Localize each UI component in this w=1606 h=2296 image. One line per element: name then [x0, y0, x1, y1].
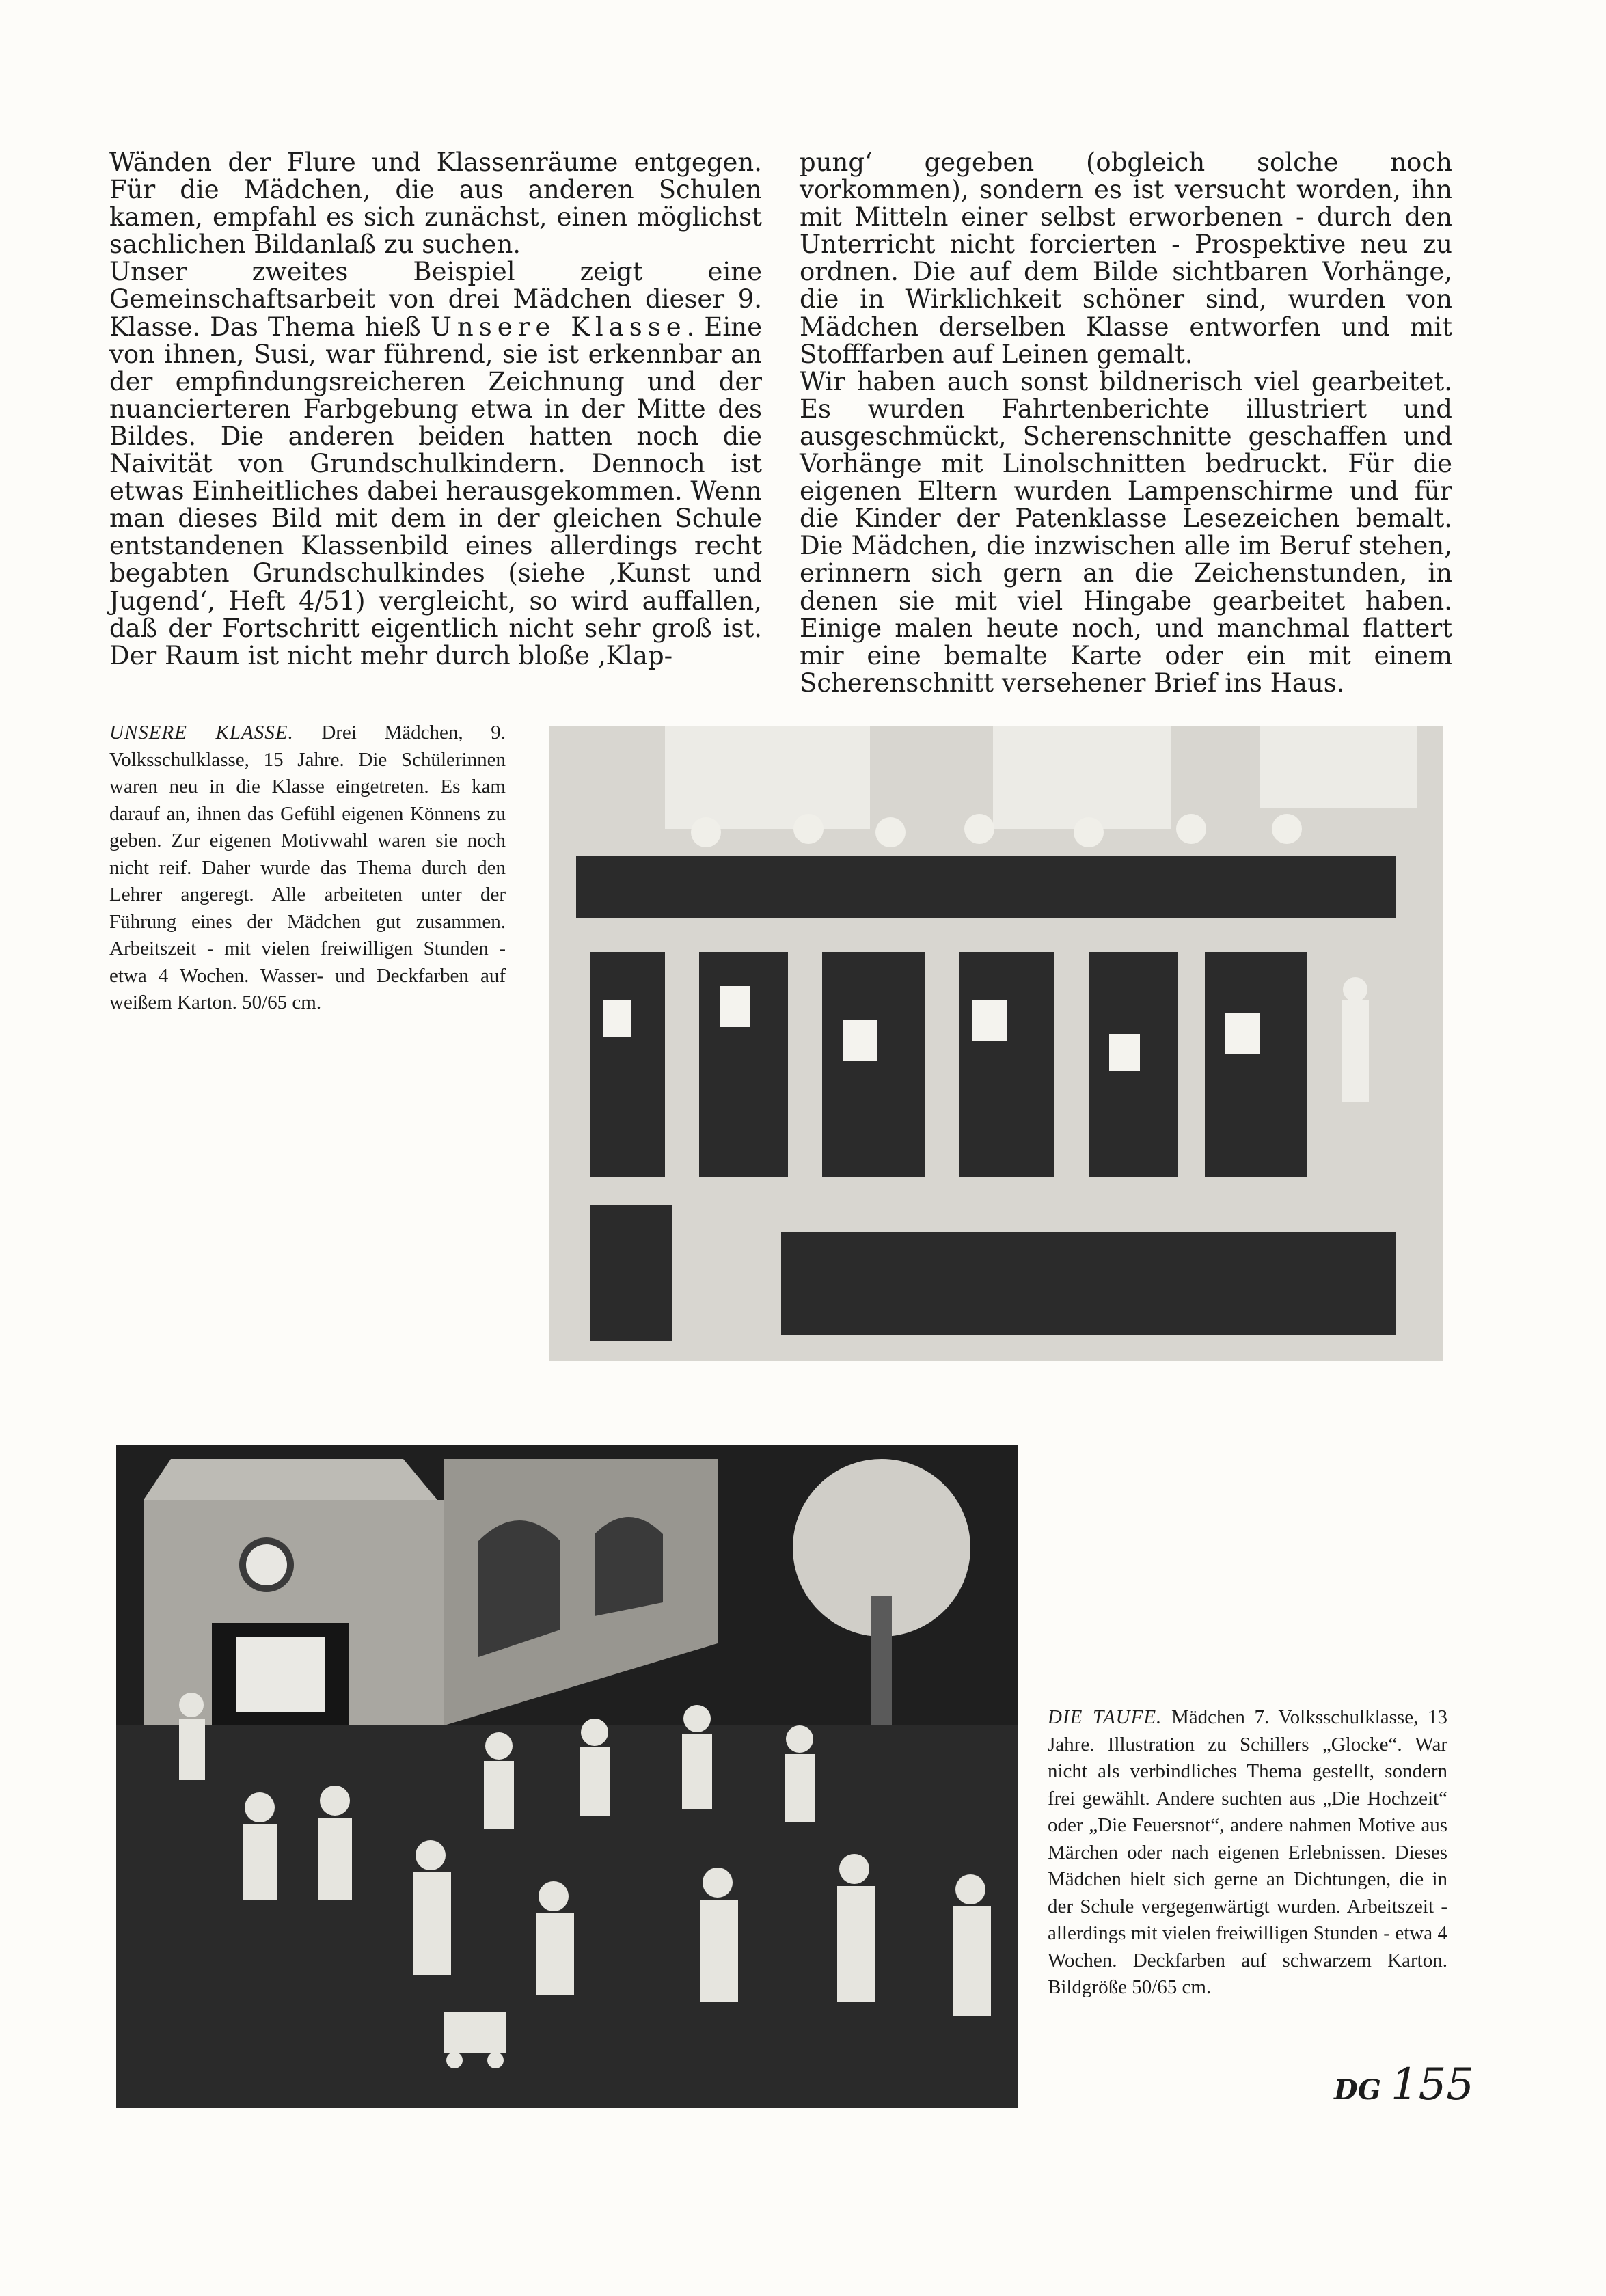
caption-body: Drei Mädchen, 9. Volksschulklasse, 15 Jahre. Die Schülerinnen waren neu in die Klasse eingetreten. Es kam darauf an, ihnen das Gefühl eigenen Könnens zu geben. Zur eigenen Motivwahl waren sie noch nicht reif. Daher wurde das Thema durch den Lehrer angeregt. Alle arbeiteten unter der Führung eines der Mädchen gut zusammen. Arbeitszeit - mit vielen freiwilligen Stunden - etwa 4 Wochen. Wasser- und Deckfarben auf weißem Karton. 50/65 cm.	[109, 722, 506, 1013]
paragraph: Wänden der Flure und Klassenräume entgegen. Für die Mädchen, die aus anderen Schulen kamen, empfahl es sich zunächst, einen möglichst sachlichen Bildanlaß zu suchen.	[109, 148, 762, 260]
caption-body: Mädchen 7. Volksschulklasse, 13 Jahre. Illustration zu Schillers „Glocke“. War nicht als verbindliches Thema gestellt, sondern frei gewählt. Andere suchten aus „Die Hochzeit“ oder „Die Feuersnot“, andere nahmen Motive aus Märchen oder nach eigenen Erlebnissen. Dieses Mädchen hielt sich gerne an Dichtungen, die in der Schule vergegenwärtigt wurden. Arbeitszeit - allerdings mit vielen freiwilligen Stunden - etwa 4 Wochen. Deckfarben auf schwarzem Karton. Bildgröße 50/65 cm.	[1048, 1706, 1447, 1998]
paragraph-text: . Eine von ihnen, Susi, war führend, sie ist erkennbar an der empfindungsreicheren Zeichnung und der nuancierteren Farbgebung etwa in der Mitte des Bildes. Die anderen beiden hatten noch die Naivität von Grundschulkindern. Dennoch ist etwas Einheitliches dabei herausgekommen. Wenn man dieses Bild mit dem in der gleichen Schule entstandenen Klassenbild eines allerdings recht begabten Grundschulkindes (siehe ‚Kunst und Jugend‘, Heft 4/51) vergleicht, so wird auffallen, daß der Fortschritt eigentlich nicht sehr groß ist. Der Raum ist nicht mehr durch bloße ‚Klap-	[109, 312, 762, 670]
caption-title: UNSERE KLASSE.	[109, 722, 294, 743]
paragraph	[109, 258, 762, 669]
paragraph-text: Unser zweites Beispiel zeigt eine Gemeinschaftsarbeit von drei Mädchen dieser 9. Klasse. Das Thema hieß	[109, 257, 762, 342]
caption-title: DIE TAUFE.	[1048, 1706, 1162, 1728]
classroom-painting-illustration	[549, 726, 1443, 1361]
paragraph: pung‘ gegeben (obgleich solche noch vorkommen), sondern es ist versucht worden, ihn mit Mitteln einer selbst erworbenen - durch den Unterricht nicht forcierten - Prospektive neu zu ordnen. Die auf dem Bilde sichtbaren Vorhänge, die in Wirklichkeit schöner sind, wurden von Mädchen derselben Klasse entworfen und mit Stofffarben auf Leinen gemalt.	[800, 148, 1452, 369]
journal-abbreviation: DG	[1334, 2074, 1381, 2106]
figure-caption-die-taufe	[1048, 1704, 1447, 2001]
baptism-painting-illustration	[116, 1445, 1018, 2108]
painting-unsere-klasse	[549, 726, 1443, 1361]
text-column-right	[800, 149, 1452, 697]
paragraph: Wir haben auch sonst bildnerisch viel gearbeitet. Es wurden Fahrtenberichte illustriert und ausgeschmückt, Scherenschnitte geschaffen und Vorhänge mit Linolschnitten bedruckt. Für die eigenen Eltern wurden Lampenschirme und für die Kinder der Patenklasse Lesezeichen bemalt. Die Mädchen, die inzwischen alle im Beruf stehen, erinnern sich gern an die Zeichenstunden, in denen sie mit viel Hingabe gearbeitet haben. Einige malen heute noch, und manchmal flattert mir eine bemalte Karte oder ein mit einem Scherenschnitt versehener Brief ins Haus.	[800, 366, 1452, 698]
figure-caption-unsere-klasse	[109, 720, 506, 1017]
text-column-left	[109, 149, 762, 670]
page-number: 155	[1390, 2060, 1475, 2110]
painting-die-taufe	[116, 1445, 1018, 2108]
theme-title: Unsere Klasse	[430, 312, 687, 342]
page-footer	[1334, 2060, 1474, 2110]
